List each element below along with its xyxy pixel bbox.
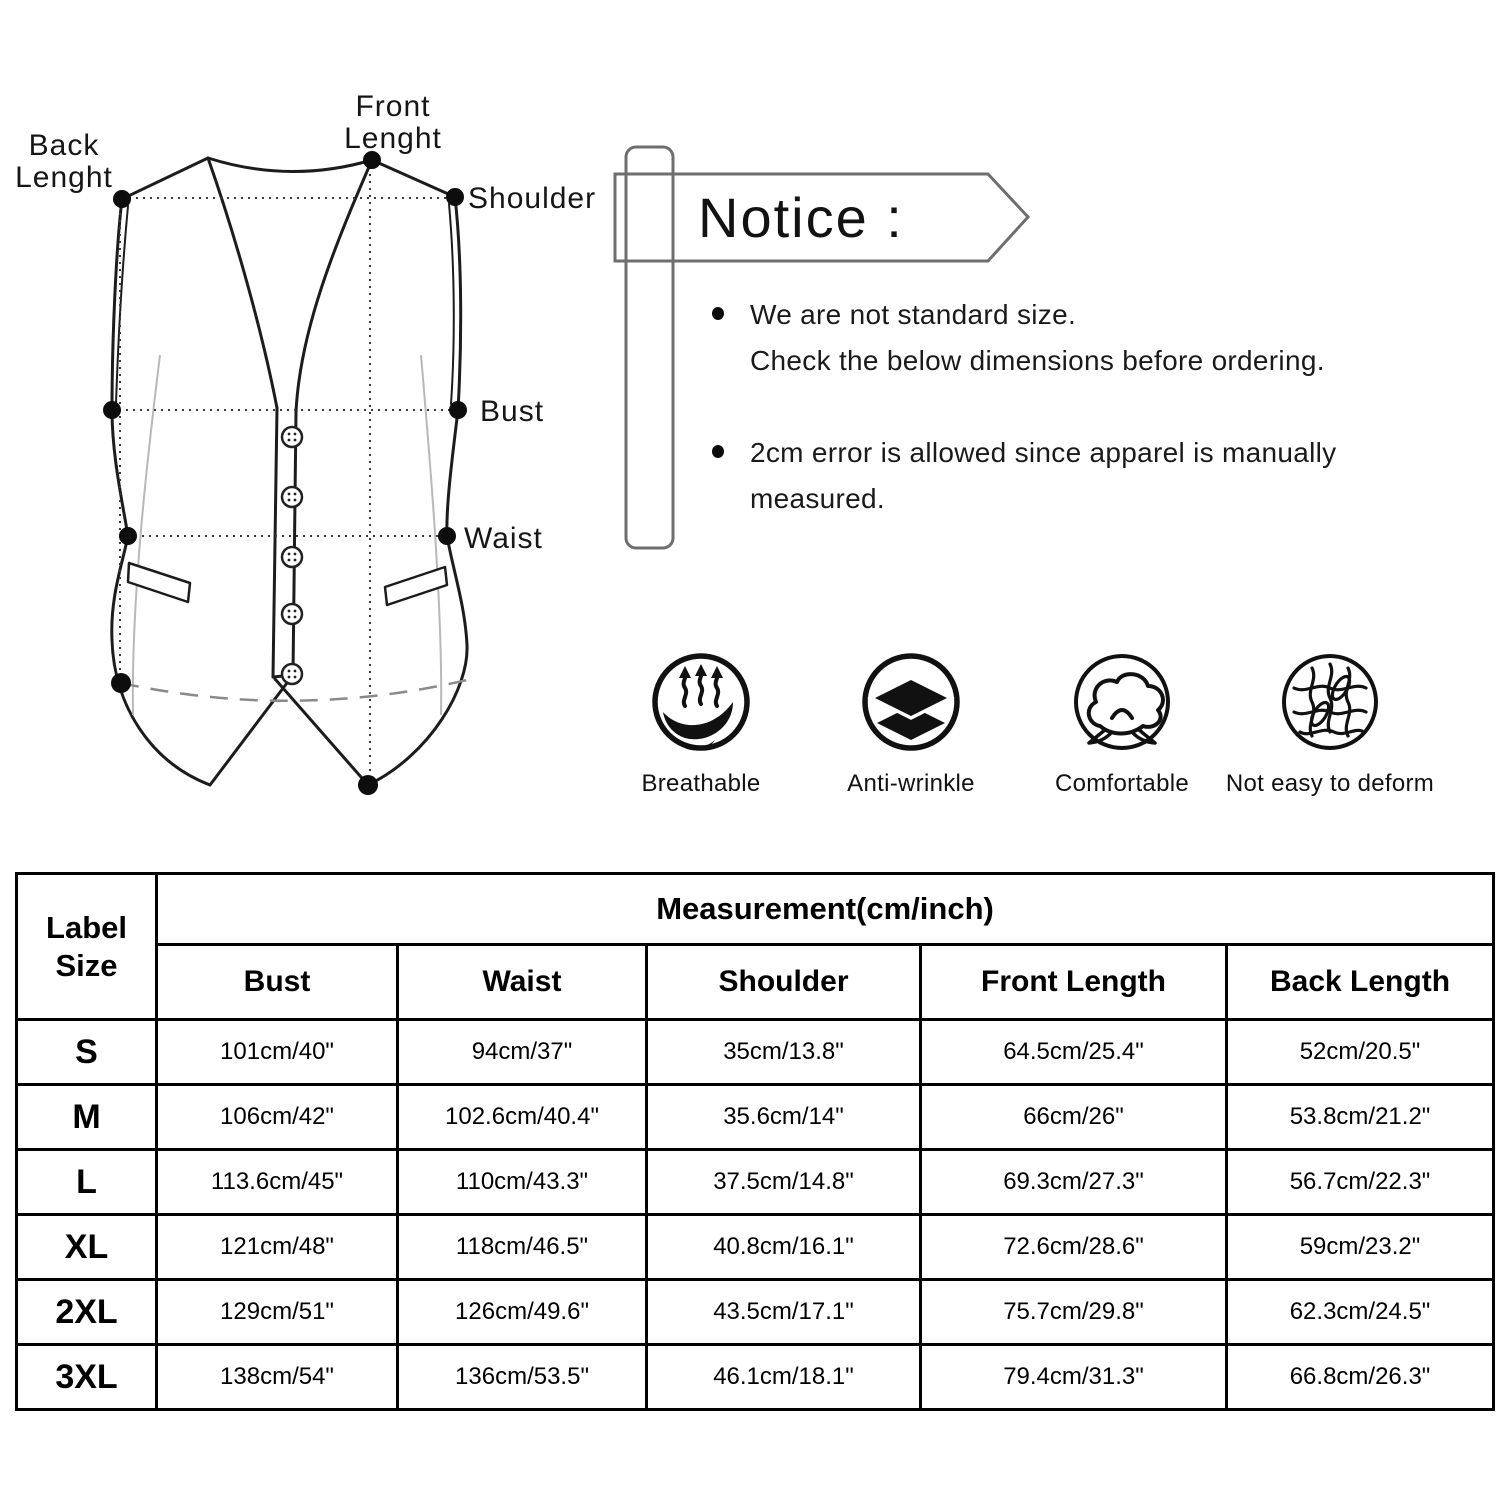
measurement-cell: 53.8cm/21.2" xyxy=(1227,1085,1494,1150)
measurement-cell: 69.3cm/27.3" xyxy=(921,1150,1227,1215)
feature-label: Anti-wrinkle xyxy=(847,770,975,797)
measurement-cell: 40.8cm/16.1" xyxy=(647,1215,921,1280)
bust-label: Bust xyxy=(480,395,545,428)
back-length-label-line1: Back xyxy=(28,129,100,162)
measurement-point-dots xyxy=(103,151,467,795)
table-row-3xl xyxy=(17,1345,1494,1410)
measurement-cell: 62.3cm/24.5" xyxy=(1227,1280,1494,1345)
measurement-cell: 136cm/53.5" xyxy=(398,1345,647,1410)
table-row-l xyxy=(17,1150,1494,1215)
bullet-dot-icon xyxy=(712,445,724,458)
corner-header-line1: Label xyxy=(46,909,127,945)
vest-pockets xyxy=(128,563,447,605)
table-row-xl xyxy=(17,1215,1494,1280)
column-header-shoulder: Shoulder xyxy=(647,945,921,1020)
breathable-icon xyxy=(649,650,753,754)
measurement-cell: 56.7cm/22.3" xyxy=(1227,1150,1494,1215)
measurement-cell: 72.6cm/28.6" xyxy=(921,1215,1227,1280)
notice-bullet-2 xyxy=(712,430,1412,522)
measurement-cell: 46.1cm/18.1" xyxy=(647,1345,921,1410)
size-label: M xyxy=(17,1085,157,1150)
size-label: S xyxy=(17,1020,157,1085)
feature-label: Comfortable xyxy=(1054,770,1190,797)
feature-label: Breathable xyxy=(641,770,761,797)
measurement-cell: 37.5cm/14.8" xyxy=(647,1150,921,1215)
waist-label: Waist xyxy=(464,522,543,555)
not-easy-to-deform-icon xyxy=(1278,650,1382,754)
notice-bullet-2-line2: measured. xyxy=(750,483,885,514)
notice-bullet-1-line1: We are not standard size. xyxy=(750,299,1077,330)
table-group-header: Measurement(cm/inch) xyxy=(157,874,1494,945)
measurement-cell: 59cm/23.2" xyxy=(1227,1215,1494,1280)
column-header-bust: Bust xyxy=(157,945,398,1020)
comfortable-icon xyxy=(1070,650,1174,754)
measurement-cell: 66.8cm/26.3" xyxy=(1227,1345,1494,1410)
feature-anti-wrinkle xyxy=(791,650,1031,798)
vest-measurement-diagram xyxy=(0,60,640,840)
measurement-cell: 118cm/46.5" xyxy=(398,1215,647,1280)
measurement-cell: 129cm/51" xyxy=(157,1280,398,1345)
table-row-m xyxy=(17,1085,1494,1150)
measurement-cell: 138cm/54" xyxy=(157,1345,398,1410)
front-length-label-line1: Front xyxy=(355,90,431,123)
shoulder-label: Shoulder xyxy=(468,182,597,215)
measurement-cell: 121cm/48" xyxy=(157,1215,398,1280)
measurement-cell: 113.6cm/45" xyxy=(157,1150,398,1215)
measurement-cell: 110cm/43.3" xyxy=(398,1150,647,1215)
column-header-waist: Waist xyxy=(398,945,647,1020)
measurement-cell: 35.6cm/14" xyxy=(647,1085,921,1150)
column-header-back-length: Back Length xyxy=(1227,945,1494,1020)
measurement-cell: 52cm/20.5" xyxy=(1227,1020,1494,1085)
table-corner-header xyxy=(17,874,157,1020)
measurement-cell: 94cm/37" xyxy=(398,1020,647,1085)
notice-bullet-1-line2: Check the below dimensions before ordering. xyxy=(750,345,1325,376)
anti-wrinkle-icon xyxy=(859,650,963,754)
measurement-cell: 75.7cm/29.8" xyxy=(921,1280,1227,1345)
measurement-cell: 66cm/26" xyxy=(921,1085,1227,1150)
corner-header-line2: Size xyxy=(55,947,118,983)
column-header-front-length: Front Length xyxy=(921,945,1227,1020)
measurement-cell: 35cm/13.8" xyxy=(647,1020,921,1085)
measurement-cell: 64.5cm/25.4" xyxy=(921,1020,1227,1085)
feature-label: Not easy to deform xyxy=(1225,770,1435,797)
measurement-cell: 43.5cm/17.1" xyxy=(647,1280,921,1345)
size-label: XL xyxy=(17,1215,157,1280)
front-length-label-line2: Lenght xyxy=(344,122,442,155)
measurement-cell: 126cm/49.6" xyxy=(398,1280,647,1345)
measurement-cell: 101cm/40" xyxy=(157,1020,398,1085)
notice-bullet-2-line1: 2cm error is allowed since apparel is manually xyxy=(750,437,1337,468)
feature-not-easy-to-deform xyxy=(1210,650,1450,798)
feature-breathable xyxy=(581,650,821,798)
notice-bullet-list xyxy=(712,292,1412,522)
measurement-cell: 106cm/42" xyxy=(157,1085,398,1150)
table-row-s xyxy=(17,1020,1494,1085)
table-row-2xl xyxy=(17,1280,1494,1345)
measurement-cell: 79.4cm/31.3" xyxy=(921,1345,1227,1410)
back-length-label-line2: Lenght xyxy=(15,161,113,194)
size-measurement-table xyxy=(15,872,1495,1411)
size-label: L xyxy=(17,1150,157,1215)
bullet-dot-icon xyxy=(712,307,724,320)
size-label: 2XL xyxy=(17,1280,157,1345)
notice-bullet-1 xyxy=(712,292,1412,384)
size-label: 3XL xyxy=(17,1345,157,1410)
notice-pole-shape xyxy=(626,147,673,548)
feature-comfortable xyxy=(1002,650,1242,798)
notice-title: Notice : xyxy=(698,186,904,249)
measurement-cell: 102.6cm/40.4" xyxy=(398,1085,647,1150)
